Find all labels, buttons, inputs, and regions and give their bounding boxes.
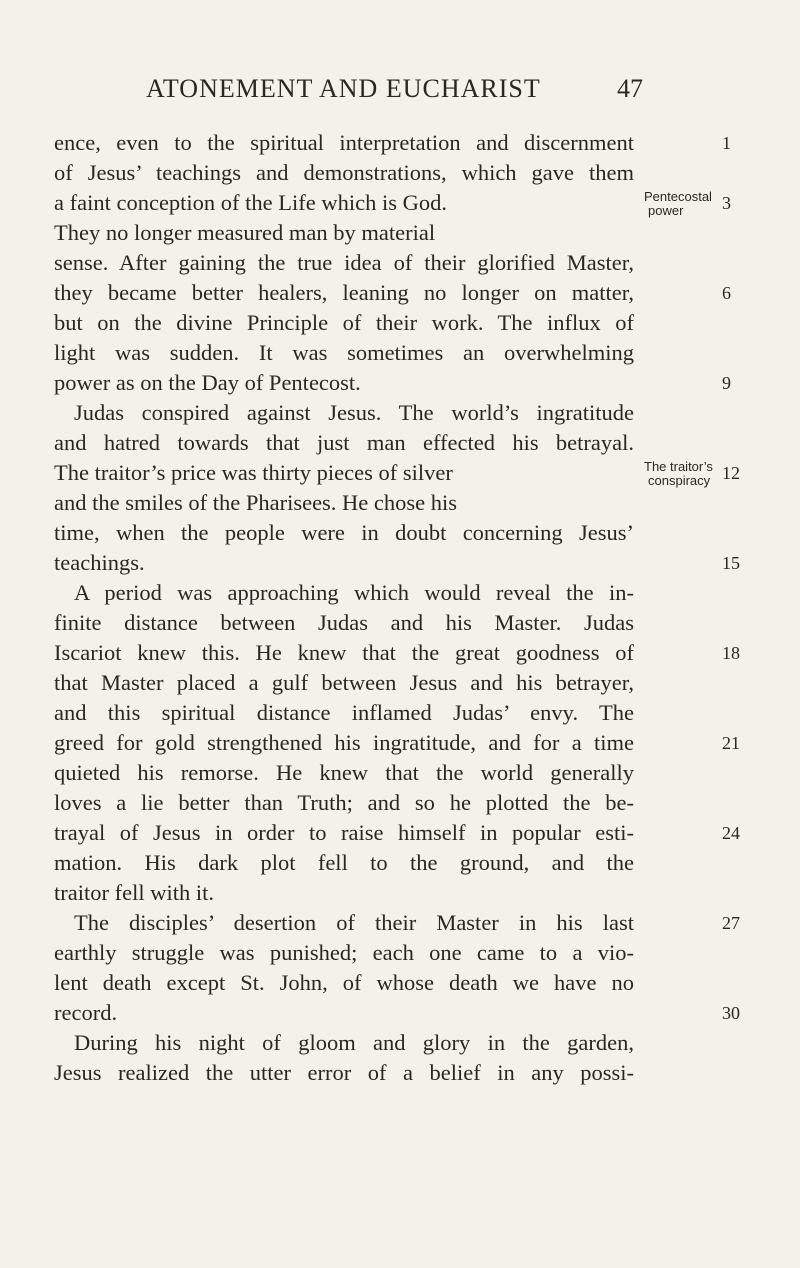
text-line: loves a lie better than Truth; and so he plotted the be- xyxy=(54,790,634,815)
text-line: finite distance between Judas and his Master. Judas xyxy=(54,610,634,635)
text-line: that Master placed a gulf between Jesus and his betrayer, xyxy=(54,670,634,695)
text-line: record. xyxy=(54,1000,118,1025)
line-number: 21 xyxy=(722,733,740,753)
line-number: 27 xyxy=(722,913,740,933)
text-line: quieted his remorse. He knew that the world generally xyxy=(54,760,634,785)
text-line: ence, even to the spiritual interpretation and discernment xyxy=(54,130,634,155)
text-line: they became better healers, leaning no longer on matter, xyxy=(54,280,634,305)
text-line: mation. His dark plot fell to the ground, and the xyxy=(54,850,634,875)
text-line: earthly struggle was punished; each one came to a vio- xyxy=(54,940,634,965)
line-number: 3 xyxy=(722,193,731,213)
line-number: 15 xyxy=(722,553,740,573)
text-line: trayal of Jesus in order to raise himself in popular esti- xyxy=(54,820,634,845)
text-line: but on the divine Principle of their work. The influx of xyxy=(54,310,634,335)
margin-note-line: conspiracy xyxy=(648,473,711,488)
text-line: The disciples’ desertion of their Master in his last xyxy=(74,910,634,935)
margin-note-line: power xyxy=(648,203,684,218)
line-number: 9 xyxy=(722,373,731,393)
text-line: time, when the people were in doubt concerning Jesus’ xyxy=(54,520,634,545)
text-line: sense. After gaining the true idea of their glorified Master, xyxy=(54,250,634,275)
margin-note-line: The traitor’s xyxy=(644,459,713,474)
text-line: of Jesus’ teachings and demonstrations, which gave them xyxy=(54,160,634,185)
text-line: lent death except St. John, of whose death we have no xyxy=(54,970,634,995)
line-number: 30 xyxy=(722,1003,740,1023)
line-number: 1 xyxy=(722,133,731,153)
text-line: light was sudden. It was sometimes an overwhelming xyxy=(54,340,634,365)
line-number: 18 xyxy=(722,643,740,663)
text-line: power as on the Day of Pentecost. xyxy=(54,370,361,395)
text-line: and hatred towards that just man effected his betrayal. xyxy=(54,430,634,455)
text-line: traitor fell with it. xyxy=(54,880,214,905)
running-head: ATONEMENT AND EUCHARIST xyxy=(146,74,541,103)
margin-note-traitor xyxy=(644,460,713,488)
margin-note-line: Pentecostal xyxy=(644,189,712,204)
margin-note-pentecostal xyxy=(644,190,712,218)
line-number: 24 xyxy=(722,823,740,843)
text-line: The traitor’s price was thirty pieces of silver xyxy=(54,460,453,485)
text-line: greed for gold strengthened his ingratitude, and for a time xyxy=(54,730,634,755)
text-line: They no longer measured man by material xyxy=(54,220,436,245)
line-number: 6 xyxy=(722,283,731,303)
page-number: 47 xyxy=(617,74,643,103)
text-line: and this spiritual distance inflamed Judas’ envy. The xyxy=(54,700,634,725)
text-line: Iscariot knew this. He knew that the great goodness of xyxy=(54,640,634,665)
text-line: Judas conspired against Jesus. The world’s ingratitude xyxy=(74,400,634,425)
text-line: teachings. xyxy=(54,550,145,575)
text-line: and the smiles of the Pharisees. He chose his xyxy=(54,490,458,515)
text-line: During his night of gloom and glory in the garden, xyxy=(74,1030,634,1055)
text-line: a faint conception of the Life which is God. xyxy=(54,190,448,215)
text-line: A period was approaching which would reveal the in- xyxy=(74,580,634,605)
text-line: Jesus realized the utter error of a belief in any possi- xyxy=(54,1060,634,1085)
page-header xyxy=(0,74,800,114)
line-number: 12 xyxy=(722,463,740,483)
